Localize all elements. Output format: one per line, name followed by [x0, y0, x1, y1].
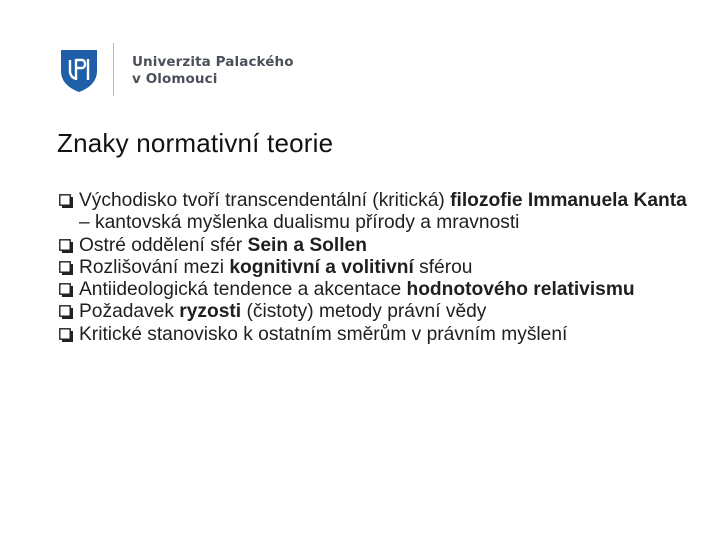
bullet-text: sférou	[413, 256, 473, 278]
checkbox-bullet-icon	[59, 328, 73, 342]
bullet-text-bold: Sein a Sollen	[247, 234, 367, 256]
bullet-item	[59, 235, 689, 257]
university-crest-icon	[58, 47, 100, 93]
checkbox-bullet-icon	[59, 194, 73, 208]
university-name-line1: Univerzita Palackého	[132, 54, 294, 70]
bullet-text-bold: hodnotového relativismu	[406, 279, 635, 301]
bullet-text: Ostré oddělení sfér	[79, 234, 248, 256]
bullet-text-bold: filozofie Immanuela Kanta	[450, 190, 687, 211]
checkbox-bullet-icon	[59, 239, 73, 253]
logo-divider	[113, 43, 114, 96]
checkbox-bullet-icon	[59, 305, 73, 319]
bullet-item	[59, 324, 689, 346]
checkbox-bullet-icon	[59, 261, 73, 275]
bullet-text: (čistoty) metody právní vědy	[241, 301, 487, 323]
bullet-text-bold: kognitivní a volitivní	[229, 256, 414, 278]
bullet-item	[59, 279, 689, 301]
bullet-text: Rozlišování mezi	[79, 256, 230, 278]
bullet-text: – kantovská myšlenka dualismu přírody a mravnosti	[79, 212, 520, 234]
bullet-list	[59, 190, 689, 346]
bullet-text: Požadavek	[79, 301, 180, 323]
slide-title: Znaky normativní teorie	[57, 128, 334, 158]
checkbox-bullet-icon	[59, 283, 73, 297]
bullet-item	[59, 301, 689, 323]
bullet-text-bold: ryzosti	[179, 301, 242, 323]
bullet-text: Kritické stanovisko k ostatním směrům v právním myšlení	[79, 323, 568, 345]
bullet-text: Antiideologická tendence a akcentace	[79, 279, 407, 301]
university-name	[132, 54, 294, 88]
bullet-item	[59, 257, 689, 279]
university-name-line2: v Olomouci	[132, 71, 218, 87]
corner-decoration-icon	[669, 499, 709, 539]
bullet-text: Východisko tvoří transcendentální (kritická)	[79, 190, 451, 211]
bullet-item	[59, 190, 689, 235]
